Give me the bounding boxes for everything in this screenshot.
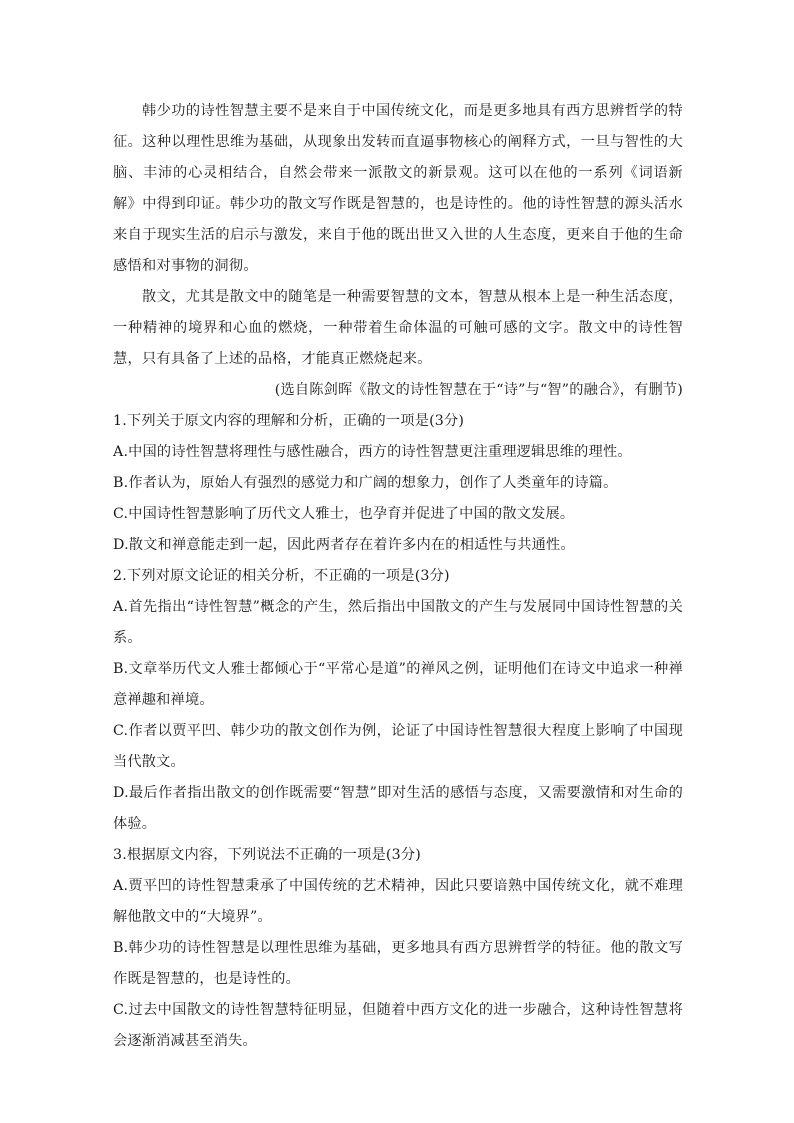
question-1-stem: 1.下列关于原文内容的理解和分析，正确的一项是(3分) <box>113 413 465 429</box>
passage-source: (选自陈剑晖《散文的诗性智慧在于“诗”与“智”的融合》，有删节) <box>274 382 683 398</box>
question-3-option-a: A.贾平凹的诗性智慧秉承了中国传统的艺术精神，因此只要谙熟中国传统文化，就不难理解他散文中的“大境界”。 <box>113 878 683 925</box>
passage-paragraph-2: 散文，尤其是散文中的随笔是一种需要智慧的文本，智慧从根本上是一种生活态度，一种精神的境界和心血的燃烧，一种带着生命体温的可触可感的文字。散文中的诗性智慧，只有具备了上述的品格，才能真正燃烧起来。 <box>113 289 683 367</box>
question-1-option-a: A.中国的诗性智慧将理性与感性融合，西方的诗性智慧更注重理逻辑思维的理性。 <box>113 444 632 460</box>
question-2-stem: 2.下列对原文论证的相关分析，不正确的一项是(3分) <box>113 568 450 584</box>
question-2-option-b: B.文章举历代文人雅士都倾心于“平常心是道”的禅风之例，证明他们在诗文中追求一种禅意禅趣和禅境。 <box>113 661 683 708</box>
document-page <box>113 96 683 1057</box>
question-3-option-c: C.过去中国散文的诗性智慧特征明显，但随着中西方文化的进一步融合，这种诗性智慧将会逐渐消减甚至消失。 <box>113 1002 683 1049</box>
question-3-option-b: B.韩少功的诗性智慧是以理性思维为基础，更多地具有西方思辨哲学的特征。他的散文写作既是智慧的，也是诗性的。 <box>113 940 683 987</box>
question-2-option-a: A.首先指出“诗性智慧”概念的产生，然后指出中国散文的产生与发展同中国诗性智慧的关系。 <box>113 599 683 646</box>
question-1-option-d: D.散文和禅意能走到一起，因此两者存在着许多内在的相适性与共通性。 <box>113 537 575 553</box>
question-1-option-b: B.作者认为，原始人有强烈的感觉力和广阔的想象力，创作了人类童年的诗篇。 <box>113 475 618 491</box>
passage-paragraph-1: 韩少功的诗性智慧主要不是来自于中国传统文化，而是更多地具有西方思辨哲学的特征。这种以理性思维为基础，从现象出发转而直逼事物核心的阐释方式，一旦与智性的大脑、丰沛的心灵相结合，自然会带来一派散文的新景观。这可以在他的一系列《词语新解》中得到印证。韩少功的散文写作既是智慧的，也是诗性的。他的诗性智慧的源头活水来自于现实生活的启示与激发，来自于他的既出世又入世的人生态度，更来自于他的生命感悟和对事物的洞彻。 <box>113 103 683 274</box>
question-1-option-c: C.中国诗性智慧影响了历代文人雅士，也孕育并促进了中国的散文发展。 <box>113 506 575 522</box>
question-2-option-c: C.作者以贾平凹、韩少功的散文创作为例，论证了中国诗性智慧很大程度上影响了中国现当代散文。 <box>113 723 683 770</box>
question-3-stem: 3.根据原文内容，下列说法不正确的一项是(3分) <box>113 847 421 863</box>
question-2-option-d: D.最后作者指出散文的创作既需要“智慧”即对生活的感悟与态度，又需要激情和对生命的体验。 <box>113 785 683 832</box>
